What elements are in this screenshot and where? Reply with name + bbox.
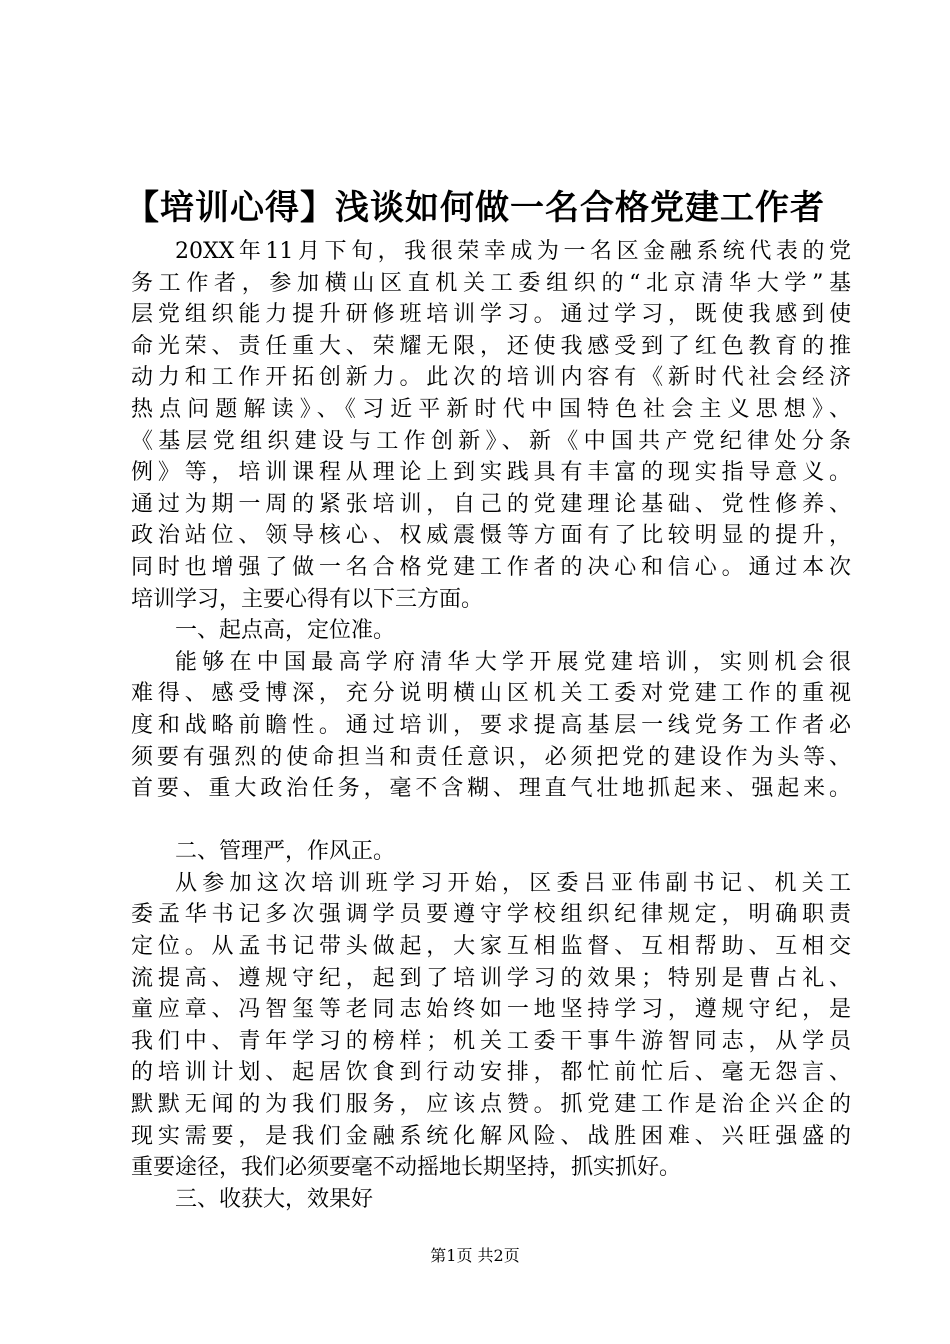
text-line: 层党组织能力提升研修班培训学习。通过学习，既使我感到使 xyxy=(131,302,851,328)
text-line: 的培训计划、起居饮食到行动安排，都忙前忙后、毫无怨言、 xyxy=(131,1060,851,1086)
text-line: 通过为期一周的紧张培训，自己的党建理论基础、党性修养、 xyxy=(131,491,851,517)
text-line: 现实需要，是我们金融系统化解风险、战胜困难、兴旺强盛的 xyxy=(131,1123,851,1149)
text-line: 首要、重大政治任务，毫不含糊、理直气壮地抓起来、强起来。 xyxy=(131,776,851,802)
text-line: 我们中、青年学习的榜样；机关工委干事牛游智同志，从学员 xyxy=(131,1028,851,1054)
text-line: 培训学习，主要心得有以下三方面。 xyxy=(131,586,484,612)
text-line: 委孟华书记多次强调学员要遵守学校组织纪律规定，明确职责 xyxy=(131,902,851,928)
text-line: 定位。从孟书记带头做起，大家互相监督、互相帮助、互相交 xyxy=(131,934,851,960)
text-line: 二、管理严，作风正。 xyxy=(175,839,396,865)
text-line: 须要有强烈的使命担当和责任意识，必须把党的建设作为头等、 xyxy=(131,744,851,770)
text-line: 一、起点高，定位准。 xyxy=(175,618,396,644)
text-line: 能够在中国最高学府清华大学开展党建培训，实则机会很 xyxy=(175,649,851,675)
text-line: 难得、感受博深，充分说明横山区机关工委对党建工作的重视 xyxy=(131,681,851,707)
text-line: 《基层党组织建设与工作创新》、新《中国共产党纪律处分条 xyxy=(131,428,851,454)
text-line: 默默无闻的为我们服务，应该点赞。抓党建工作是治企兴企的 xyxy=(131,1092,851,1118)
text-line: 政治站位、领导核心、权威震慑等方面有了比较明显的提升， xyxy=(131,523,851,549)
page-footer: 第1页 共2页 xyxy=(430,1246,520,1265)
document-body xyxy=(131,236,851,1215)
text-line: 同时也增强了做一名合格党建工作者的决心和信心。通过本次 xyxy=(131,554,851,580)
text-line: 20XX年11月下旬，我很荣幸成为一名区金融系统代表的党 xyxy=(175,239,851,264)
text-line: 命光荣、责任重大、荣耀无限，还使我感受到了红色教育的推 xyxy=(131,333,851,359)
text-line: 热点问题解读》、《习近平新时代中国特色社会主义思想》、 xyxy=(131,396,851,422)
text-line: 务工作者，参加横山区直机关工委组织的“北京清华大学”基 xyxy=(131,270,851,296)
text-line: 从参加这次培训班学习开始，区委吕亚伟副书记、机关工 xyxy=(175,870,851,896)
text-line: 三、收获大，效果好 xyxy=(175,1186,374,1212)
document-title: 【培训心得】浅谈如何做一名合格党建工作者 xyxy=(125,188,825,228)
text-line xyxy=(131,805,851,837)
text-line: 例》等，培训课程从理论上到实践具有丰富的现实指导意义。 xyxy=(131,460,851,486)
text-line: 重要途径，我们必须要毫不动摇地长期坚持，抓实抓好。 xyxy=(131,1155,682,1181)
text-line: 动力和工作开拓创新力。此次的培训内容有《新时代社会经济 xyxy=(131,365,851,391)
text-line: 度和战略前瞻性。通过培训，要求提高基层一线党务工作者必 xyxy=(131,712,851,738)
text-line: 童应章、冯智玺等老同志始终如一地坚持学习，遵规守纪，是 xyxy=(131,997,851,1023)
text-line: 流提高、遵规守纪，起到了培训学习的效果；特别是曹占礼、 xyxy=(131,965,851,991)
